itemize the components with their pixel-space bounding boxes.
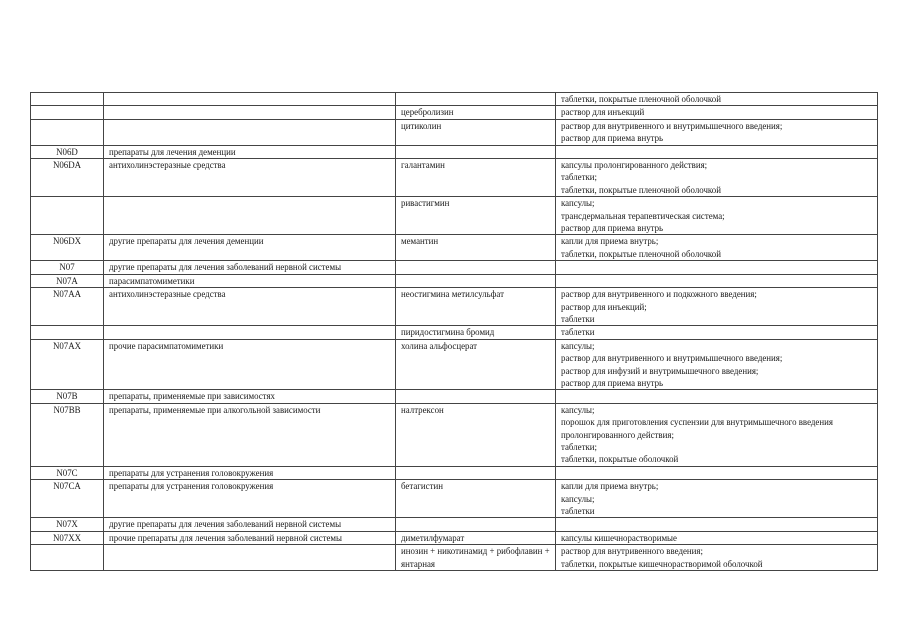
dosage-forms-cell <box>556 403 878 466</box>
dosage-form-line: таблетки, покрытые пленочной оболочкой <box>561 94 721 104</box>
dosage-form-line: раствор для инфузий и внутримышечного введения; <box>561 365 759 376</box>
dosage-form-line: капсулы; <box>561 404 595 415</box>
pharm-group-cell <box>104 545 396 571</box>
drug-name-cell: налтрексон <box>396 403 556 466</box>
dosage-form-line: капли для приема внутрь; <box>561 236 659 247</box>
dosage-form-line: капсулы; <box>561 198 595 209</box>
drug-table-body <box>31 93 878 571</box>
atc-code-cell: N07C <box>31 466 104 479</box>
pharm-group-cell: антихолинэстеразные средства <box>104 159 396 197</box>
table-row <box>31 93 878 106</box>
dosage-forms-cell <box>556 93 878 106</box>
dosage-forms-cell <box>556 531 878 544</box>
table-row <box>31 274 878 287</box>
dosage-form-line: таблетки <box>561 506 595 516</box>
pharm-group-cell: препараты, применяемые при алкогольной зависимости <box>104 403 396 466</box>
dosage-form-line: капсулы; <box>561 340 595 351</box>
drug-name-cell: мемантин <box>396 235 556 261</box>
dosage-form-line: таблетки, покрытые кишечнорастворимой оболочкой <box>561 558 763 569</box>
drug-name-cell <box>396 261 556 274</box>
dosage-forms-cell <box>556 197 878 235</box>
atc-code-cell <box>31 93 104 106</box>
atc-code-cell <box>31 119 104 145</box>
table-row <box>31 466 878 479</box>
table-row <box>31 403 878 466</box>
atc-code-cell: N07X <box>31 518 104 531</box>
table-row <box>31 261 878 274</box>
pharm-group-cell <box>104 106 396 119</box>
drug-name-cell <box>396 145 556 158</box>
table-row <box>31 390 878 403</box>
dosage-forms-cell <box>556 339 878 390</box>
dosage-form-line: раствор для внутривенного введения; <box>561 546 703 557</box>
atc-code-cell: N07B <box>31 390 104 403</box>
dosage-form-line: порошок для приготовления суспензии для внутримышечного введения пролонгированного действия; <box>561 417 833 440</box>
drug-name-cell <box>396 390 556 403</box>
drug-name-cell <box>396 518 556 531</box>
drug-name-cell: бетагистин <box>396 480 556 518</box>
dosage-form-line: капсулы; <box>561 493 595 504</box>
drug-name-cell <box>396 466 556 479</box>
atc-code-cell <box>31 197 104 235</box>
pharm-group-cell <box>104 326 396 339</box>
drug-name-cell <box>396 93 556 106</box>
atc-code-cell <box>31 326 104 339</box>
dosage-forms-cell <box>556 326 878 339</box>
drug-list-sheet <box>30 92 877 571</box>
atc-code-cell: N07 <box>31 261 104 274</box>
dosage-forms-cell <box>556 480 878 518</box>
dosage-forms-cell <box>556 145 878 158</box>
pharm-group-cell: другие препараты для лечения деменции <box>104 235 396 261</box>
dosage-form-line: раствор для инъекций; <box>561 301 647 312</box>
dosage-form-line: раствор для внутривенного и подкожного введения; <box>561 289 757 300</box>
pharm-group-cell: препараты для устранения головокружения <box>104 480 396 518</box>
drug-name-cell: галантамин <box>396 159 556 197</box>
pharm-group-cell <box>104 93 396 106</box>
drug-name-cell: пиридостигмина бромид <box>396 326 556 339</box>
dosage-forms-cell <box>556 274 878 287</box>
pharm-group-cell <box>104 197 396 235</box>
table-row <box>31 159 878 197</box>
dosage-form-line: капсулы пролонгированного действия; <box>561 160 708 171</box>
drug-name-cell: неостигмина метилсульфат <box>396 288 556 326</box>
table-row <box>31 545 878 571</box>
dosage-forms-cell <box>556 235 878 261</box>
dosage-form-line: раствор для приема внутрь <box>561 223 664 234</box>
drug-table <box>30 92 878 571</box>
atc-code-cell: N07AX <box>31 339 104 390</box>
dosage-form-line: таблетки, покрытые пленочной оболочкой <box>561 184 721 195</box>
dosage-form-line: раствор для приема внутрь <box>561 377 664 388</box>
table-row <box>31 339 878 390</box>
dosage-forms-cell <box>556 545 878 571</box>
pharm-group-cell: препараты для лечения деменции <box>104 145 396 158</box>
pharm-group-cell: препараты для устранения головокружения <box>104 466 396 479</box>
table-row <box>31 480 878 518</box>
pharm-group-cell: препараты, применяемые при зависимостях <box>104 390 396 403</box>
dosage-forms-cell <box>556 159 878 197</box>
table-row <box>31 119 878 145</box>
dosage-form-line: таблетки; <box>561 441 597 452</box>
dosage-form-line: раствор для приема внутрь <box>561 133 664 144</box>
drug-name-cell: цитиколин <box>396 119 556 145</box>
atc-code-cell: N07XX <box>31 531 104 544</box>
dosage-form-line: таблетки, покрытые оболочкой <box>561 454 679 465</box>
table-row <box>31 518 878 531</box>
atc-code-cell <box>31 545 104 571</box>
dosage-forms-cell <box>556 518 878 531</box>
dosage-forms-cell <box>556 466 878 479</box>
pharm-group-cell: парасимпатомиметики <box>104 274 396 287</box>
table-row <box>31 106 878 119</box>
dosage-forms-cell <box>556 119 878 145</box>
atc-code-cell: N07A <box>31 274 104 287</box>
pharm-group-cell: прочие препараты для лечения заболеваний нервной системы <box>104 531 396 544</box>
table-row <box>31 235 878 261</box>
dosage-form-line: трансдермальная терапевтическая система; <box>561 210 725 221</box>
dosage-form-line: таблетки; <box>561 172 597 183</box>
dosage-form-line: таблетки <box>561 327 595 338</box>
dosage-form-line: капли для приема внутрь; <box>561 481 659 492</box>
drug-name-cell: ривастигмин <box>396 197 556 235</box>
drug-name-cell: инозин + никотинамид + рибофлавин + янтарная <box>396 545 556 571</box>
drug-name-cell: церебролизин <box>396 106 556 119</box>
atc-code-cell: N06D <box>31 145 104 158</box>
atc-code-cell: N07BB <box>31 403 104 466</box>
dosage-forms-cell <box>556 288 878 326</box>
drug-name-cell: диметилфумарат <box>396 531 556 544</box>
dosage-forms-cell <box>556 106 878 119</box>
pharm-group-cell: другие препараты для лечения заболеваний нервной системы <box>104 261 396 274</box>
dosage-form-line: раствор для инъекций <box>561 107 645 118</box>
atc-code-cell: N06DX <box>31 235 104 261</box>
dosage-forms-cell <box>556 390 878 403</box>
dosage-form-line: капсулы кишечнорастворимые <box>561 532 677 543</box>
atc-code-cell <box>31 106 104 119</box>
dosage-form-line: таблетки <box>561 313 595 324</box>
atc-code-cell: N06DA <box>31 159 104 197</box>
table-row <box>31 531 878 544</box>
dosage-form-line: раствор для внутривенного и внутримышечного введения; <box>561 120 783 131</box>
pharm-group-cell <box>104 119 396 145</box>
table-row <box>31 145 878 158</box>
table-row <box>31 288 878 326</box>
pharm-group-cell: другие препараты для лечения заболеваний нервной системы <box>104 518 396 531</box>
drug-name-cell: холина альфосцерат <box>396 339 556 390</box>
pharm-group-cell: антихолинэстеразные средства <box>104 288 396 326</box>
table-row <box>31 326 878 339</box>
atc-code-cell: N07CA <box>31 480 104 518</box>
dosage-form-line: раствор для внутривенного и внутримышечного введения; <box>561 353 783 364</box>
table-row <box>31 197 878 235</box>
atc-code-cell: N07AA <box>31 288 104 326</box>
pharm-group-cell: прочие парасимпатомиметики <box>104 339 396 390</box>
dosage-form-line: таблетки, покрытые пленочной оболочкой <box>561 248 721 259</box>
dosage-forms-cell <box>556 261 878 274</box>
drug-name-cell <box>396 274 556 287</box>
